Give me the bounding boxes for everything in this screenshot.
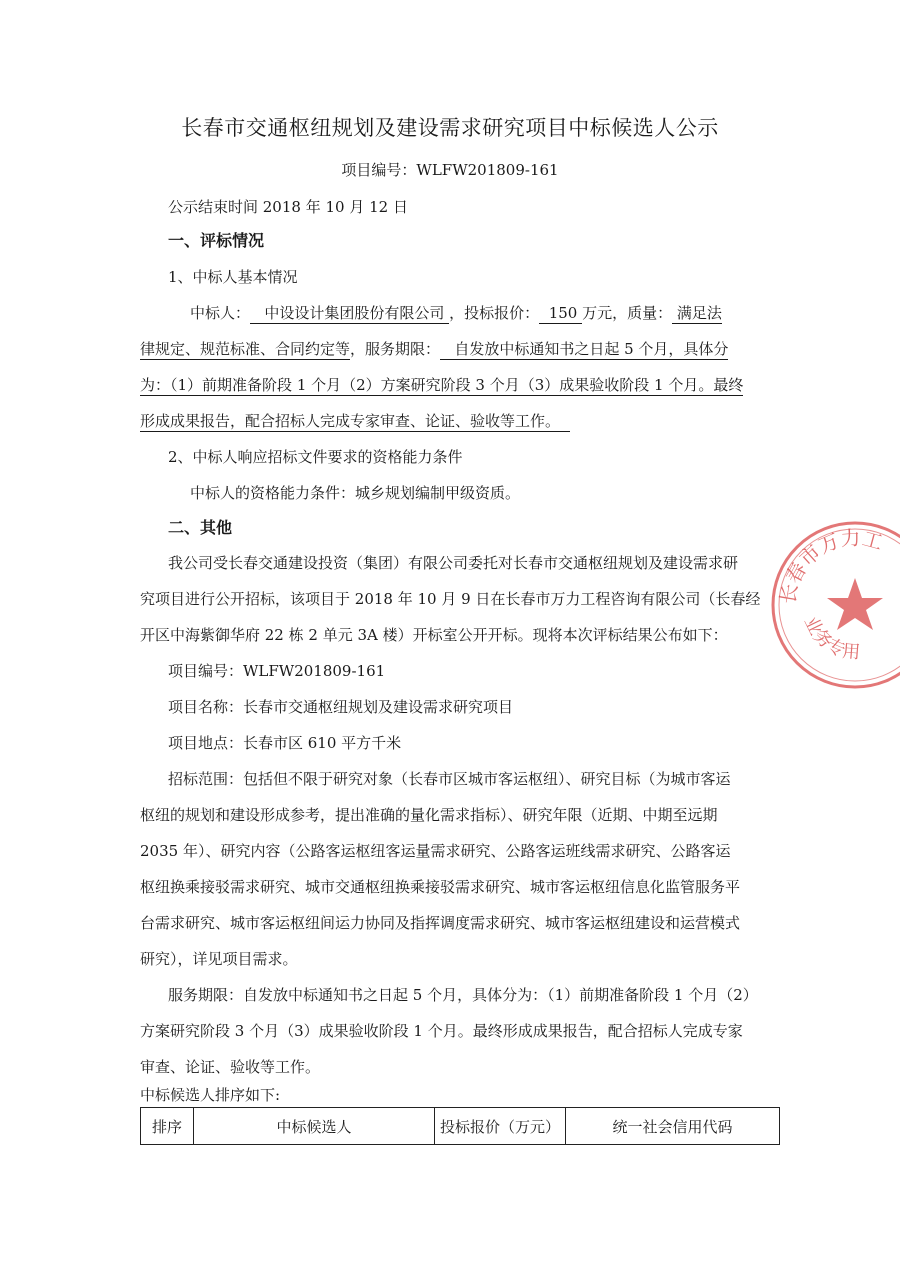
section-heading-evaluation: 一、评标情况 <box>168 231 265 250</box>
project-number-header: 项目编号：WLFW201809-161 <box>341 161 559 179</box>
subheading-winner-basic: 1、中标人基本情况 <box>168 268 298 286</box>
project-name: 项目名称：长春市交通枢纽规划及建设需求研究项目 <box>168 698 514 716</box>
service-a-text: 自发放中标通知书之日起 5 个月，具体分 <box>454 340 729 358</box>
intro-line-3: 开区中海紫御华府 22 栋 2 单元 3A 楼）开标室公开开标。现将本次评标结果公布如下： <box>140 626 728 644</box>
official-seal <box>760 510 900 700</box>
intro-line-2: 究项目进行公开招标，该项目于 2018 年 10 月 9 日在长春市万力工程咨询有限公司（长春经 <box>140 590 761 608</box>
seal-text-top: 长春市万力工 <box>775 525 886 606</box>
col-candidate: 中标候选人 <box>194 1108 435 1145</box>
winner-line-3 <box>140 375 743 395</box>
winner-line-2 <box>140 339 728 359</box>
svg-text:长春市万力工 <box>775 526 885 606</box>
scope-line-4: 枢纽换乘接驳需求研究、城市交通枢纽换乘接驳需求研究、城市客运枢纽信息化监管服务平 <box>140 878 741 896</box>
quality-b: 律规定、规范标准、合同约定等 <box>140 340 351 358</box>
winner-line-1 <box>190 303 722 323</box>
announcement-end-time: 公示结束时间 2018 年 10 月 12 日 <box>168 198 408 216</box>
service-period-line-2: 方案研究阶段 3 个月（3）成果验收阶段 1 个月。最终形成成果报告，配合招标人完成专家 <box>140 1022 743 1040</box>
seal-star-icon <box>827 578 883 630</box>
col-rank: 排序 <box>141 1108 194 1145</box>
intro-line-1: 我公司受长春交通建设投资（集团）有限公司委托对长春市交通枢纽规划及建设需求研 <box>168 554 739 572</box>
candidate-table <box>140 1107 780 1145</box>
project-number: 项目编号：WLFW201809-161 <box>168 662 386 680</box>
service-c-text: 形成成果报告，配合招标人完成专家审查、论证、验收等工作。 <box>140 412 561 430</box>
col-credit-code: 统一社会信用代码 <box>566 1108 780 1145</box>
table-header-row <box>141 1108 780 1145</box>
subheading-qualification: 2、中标人响应招标文件要求的资格能力条件 <box>168 448 463 466</box>
svg-text:业务专用 <box>800 613 861 663</box>
winner-name-text: 中设设计集团股份有限公司 <box>264 304 445 322</box>
winner-label: 中标人： <box>190 304 251 322</box>
quality-a-text: 满足法 <box>676 304 722 322</box>
price-value <box>539 304 582 324</box>
service-label: ，服务期限： <box>350 340 441 358</box>
ranking-label: 中标候选人排序如下: <box>140 1086 281 1104</box>
service-c <box>140 412 570 432</box>
price-value-text: 150 <box>548 304 578 322</box>
service-period-line-1: 服务期限：自发放中标通知书之日起 5 个月，具体分为：（1）前期准备阶段 1 个月（2） <box>168 986 758 1004</box>
scope-line-5: 台需求研究、城市客运枢纽间运力协同及指挥调度需求研究、城市客运枢纽建设和运营模式 <box>140 914 741 932</box>
winner-line-4 <box>140 411 570 431</box>
price-unit: 万元，质量： <box>582 304 673 322</box>
scope-line-1: 招标范围：包括但不限于研究对象（长春市区城市客运枢纽）、研究目标（为城市客运 <box>168 770 731 788</box>
scope-line-3: 2035 年）、研究内容（公路客运枢纽客运量需求研究、公路客运班线需求研究、公路客运 <box>140 842 731 860</box>
quality-a <box>672 304 722 324</box>
document-title: 长春市交通枢纽规划及建设需求研究项目中标候选人公示 <box>181 116 719 140</box>
service-period-line-3: 审查、论证、验收等工作。 <box>140 1058 321 1076</box>
service-a <box>440 340 728 360</box>
winner-name <box>250 304 449 324</box>
scope-line-2: 枢纽的规划和建设形成参考，提出准确的量化需求指标）、研究年限（近期、中期至远期 <box>140 806 718 824</box>
seal-text-bottom: 业务专用 <box>799 613 862 664</box>
price-label: ，投标报价： <box>449 304 540 322</box>
scope-line-6: 研究），详见项目需求。 <box>140 950 298 968</box>
qualification-text: 中标人的资格能力条件：城乡规划编制甲级资质。 <box>190 484 521 502</box>
section-heading-other: 二、其他 <box>168 518 233 537</box>
col-bid-price: 投标报价（万元） <box>435 1108 566 1145</box>
service-b: 为：（1）前期准备阶段 1 个月（2）方案研究阶段 3 个月（3）成果验收阶段 1 个月。最终 <box>140 376 744 394</box>
project-location: 项目地点：长春市区 610 平方千米 <box>168 734 402 752</box>
